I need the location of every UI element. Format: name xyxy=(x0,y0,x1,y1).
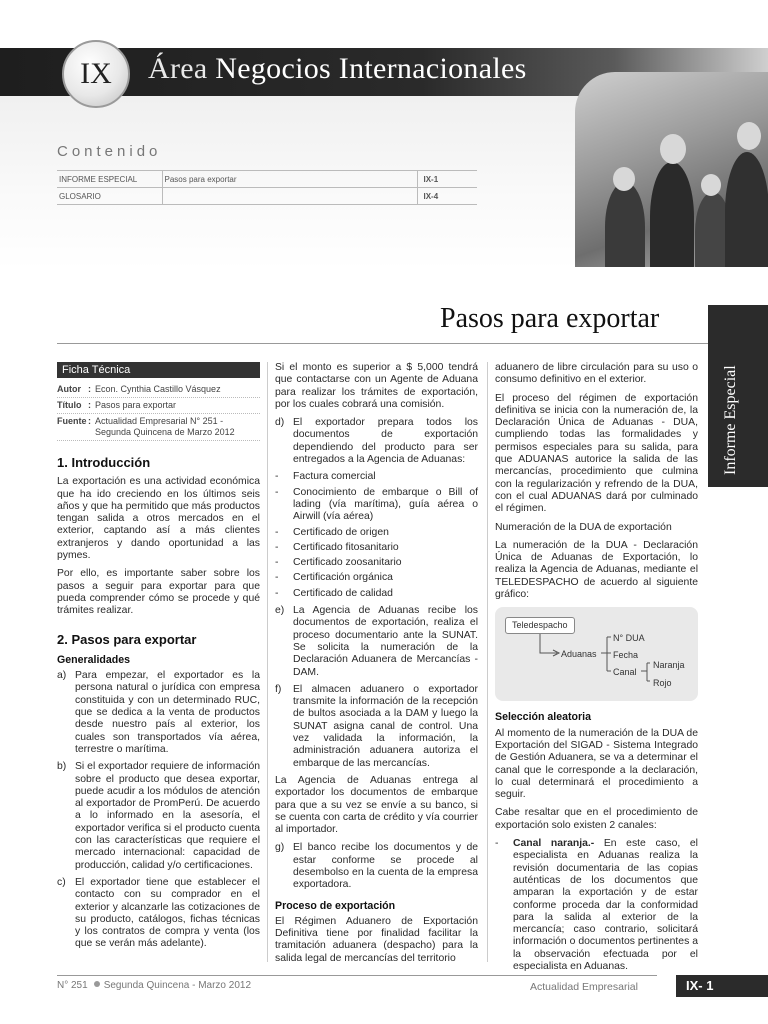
paragraph: Si el monto es superior a $ 5,000 tendrá que contactarse con un Agente de Aduana para realizar los trámites de exportación, por los cuales cobrará una comisión. xyxy=(275,362,478,410)
heading-introduccion: 1. Introducción xyxy=(57,455,151,470)
diagram-label-ndua: N° DUA xyxy=(613,633,645,644)
photo-head xyxy=(737,122,761,150)
photo-head xyxy=(660,134,686,164)
doc-list-item: - Factura comercial xyxy=(275,471,376,483)
diagram-label-aduanas: Aduanas xyxy=(561,649,597,660)
diagram-label-naranja: Naranja xyxy=(653,660,685,671)
column-2 xyxy=(275,362,478,971)
doc-list-item: - Conocimiento de embarque o Bill of lading (vía marítima), guía aérea o Airwill (vía aérea) xyxy=(275,486,478,523)
ficha-value: Actualidad Empresarial N° 251 - Segunda Quincena de Marzo 2012 xyxy=(95,416,235,437)
column-3 xyxy=(495,362,698,978)
contents-row[interactable] xyxy=(57,188,477,205)
doc-list-item: - Certificado de calidad xyxy=(275,587,393,599)
contents-entry-title: Pasos para exportar xyxy=(162,171,417,188)
list-item: a) Para empezar, el exportador es la persona natural o jurídica con empresa constituida y con un determinado RUC, que se dedica a la venta de productos desde nuestro país al exterior, los cuales son transportados vía aérea, terrestre o marítima. xyxy=(57,670,260,755)
heading-pasos: 2. Pasos para exportar xyxy=(57,631,197,647)
column-divider xyxy=(267,362,268,962)
footer-issue xyxy=(57,980,251,991)
list-item: - Canal naranja.- En este caso, el especialista en Aduanas realiza la revisión documentaria de las copias auténticas de los documentos que amparan la exportación y de estar conforme proceda dar la conformidad para la salida al exterior de la mercancía; caso contrario, solicitará información o documentos pertinentes a la observación efectuada por el especialista en Aduanas. xyxy=(495,838,698,972)
list-item: b) Si el exportador requiere de información sobre el producto que desea exportar, puede acudir a los módulos de atención al exportador de PromPerú. De acuerdo a lo informado en la asesoría, el exportador verifica si el producto cuenta con las características que requiere el mercado internacional: capacidad de producción, calidad y/o certificaciones. xyxy=(57,761,260,871)
photo-head xyxy=(701,174,721,196)
footer-dot-icon xyxy=(94,981,100,987)
diagram-label-fecha: Fecha xyxy=(613,650,639,661)
ficha-row xyxy=(57,382,260,398)
contents-section: GLOSARIO xyxy=(57,188,162,205)
paragraph: Numeración de la DUA de exportación xyxy=(495,521,672,533)
footer-quincena: Segunda Quincena xyxy=(103,980,190,991)
chapter-badge: IX xyxy=(62,40,130,108)
ficha-key: Autor : xyxy=(57,384,91,394)
ficha-key: Título : xyxy=(57,400,91,410)
doc-list-item: - Certificación orgánica xyxy=(275,572,393,584)
ficha-value: Pasos para exportar xyxy=(95,400,177,410)
side-tab xyxy=(708,305,768,487)
diagram-box-teledespacho: Teledespacho xyxy=(505,617,575,633)
ficha-value: Econ. Cynthia Castillo Vásquez xyxy=(95,384,221,394)
section-title xyxy=(148,52,527,86)
photo-person xyxy=(605,182,645,267)
footer-publication: Actualidad Empresarial xyxy=(530,981,638,993)
photo-person xyxy=(650,162,694,267)
paragraph: La numeración de la DUA - Declaración Única de Aduanas de Exportación, lo realiza la Agencia de Aduanas, mediante el TELEDESPACHO de acuerdo al siguiente gráfico: xyxy=(495,539,698,601)
canal-naranja-text: En este caso, el especialista en Aduanas realiza la revisión documentaria de las copias auténticas de los documentos que amparan la exportación y de estar conforme proceda dar la conformidad para la salida al exterior de la mercancía; caso contrario, solicitará información o documentos pertinentes a la observación efectuada por el especialista en Aduanas. xyxy=(513,838,698,972)
contents-page: IX-1 xyxy=(417,171,477,188)
contents-table xyxy=(57,170,477,205)
contents-label: Contenido xyxy=(57,143,162,160)
doc-list-item: - Certificado fitosanitario xyxy=(275,541,399,553)
footer-issue-number: N° 251 xyxy=(57,980,88,991)
article-title: Pasos para exportar xyxy=(440,303,660,334)
paragraph: aduanero de libre circulación para su uso o consumo definitivo en el exterior. xyxy=(495,362,698,386)
list-item: c) El exportador tiene que establecer el contacto con su comprador en el exterior y alcanzarle las cotizaciones de su producto, catálogos, fichas técnicas y los contratos de compra y venta (los que se verán más adelante). xyxy=(57,876,260,950)
doc-list-item: - Certificado zoosanitario xyxy=(275,557,402,569)
list-item: d) El exportador prepara todos los documentos de exportación dependiendo del producto para ser entregados a la Agencia de Aduanas: xyxy=(275,417,478,466)
paragraph: Cabe resaltar que en el procedimiento de exportación solo existen 2 canales: xyxy=(495,807,698,831)
list-item: g) El banco recibe los documentos y de estar conforme se procede al desembolso en la cuenta de la empresa exportadora. xyxy=(275,842,478,891)
column-1 xyxy=(57,362,260,956)
paragraph: El Régimen Aduanero de Exportación Definitiva tiene por finalidad facilitar la tramitación aduanera (despacho) para la salida legal de mercancías del territorio xyxy=(275,915,478,964)
paragraph: Al momento de la numeración de la DUA de Exportación del SIGAD - Sistema Integrado de Gestión Aduanera, se va a determinar el canal que le corresponde a la declaración, lo cual determinará el procedimiento a seguir. xyxy=(495,727,698,801)
paragraph: La Agencia de Aduanas entrega al exportador los documentos de embarque para que a su vez se envíe a su banco, si se cuenta con carta de crédito y vía courrier al importador. xyxy=(275,774,478,836)
column-divider xyxy=(487,362,488,962)
ficha-heading: Ficha Técnica xyxy=(57,362,260,378)
list-item: f) El almacen aduanero o exportador transmite la información de la recepción de bultos asociada a la DAM y luego la SUNAT asigna canal de control. Una vez validada la información, la administración aduanera autoriza el embarque de las mercancías. xyxy=(275,683,478,769)
side-tab-label: Informe Especial xyxy=(722,365,739,475)
ficha-row xyxy=(57,398,260,414)
diagram-label-rojo: Rojo xyxy=(653,678,672,689)
photo-person xyxy=(725,152,768,267)
contents-entry-title xyxy=(162,188,417,205)
footer-page-number: IX- 1 xyxy=(676,975,768,997)
list-item: e) La Agencia de Aduanas recibe los documentos de exportación, realiza el proceso documentario ante la SUNAT. Se solicita la numeración de la Declaración Aduanera de Mercancías - DAM. xyxy=(275,605,478,678)
paragraph: El proceso del régimen de exportación definitiva se inicia con la numeración de, la Declaración Única de Aduanas - DUA, cumpliendo todas las formalidades y permisos especiales para su salida, para que ADUANAS autorice la salida de las mercancías, procedimiento que culmina con la regularización y refrendo de la DUA, con el cual ADUANAS dará por culminado el régimen. xyxy=(495,392,698,515)
footer-divider xyxy=(57,975,657,976)
diagram-label-canal: Canal xyxy=(613,667,637,678)
title-divider xyxy=(57,343,708,344)
section-title-rest: Negocios Internacionales xyxy=(207,52,527,85)
subheading-generalidades: Generalidades xyxy=(57,653,131,666)
contents-section: INFORME ESPECIAL xyxy=(57,171,162,188)
doc-list-item: - Certificado de origen xyxy=(275,526,389,538)
section-title-first: Área xyxy=(148,52,208,85)
photo-head xyxy=(613,167,635,191)
teledespacho-diagram xyxy=(495,607,698,701)
paragraph: Por ello, es importante saber sobre los pasos a seguir para exportar para que pueda comprender cómo se procede y qué trámites realizar. xyxy=(57,568,260,617)
ficha-row xyxy=(57,414,260,441)
subheading-seleccion: Selección aleatoria xyxy=(495,711,591,724)
header-photo xyxy=(575,72,768,267)
contents-page: IX-4 xyxy=(417,188,477,205)
contents-row[interactable] xyxy=(57,171,477,188)
subheading-proceso: Proceso de exportación xyxy=(275,899,396,912)
canal-naranja-label: Canal naranja.- xyxy=(513,838,595,850)
paragraph: La exportación es una actividad económica que ha ido creciendo en los últimos seis años y que ha permitido que más productos tengan salida a otros mercados en el exterior, captando así a más clientes extranjeros y dando oportunidad a las pymes. xyxy=(57,476,260,562)
footer-month: - Marzo 2012 xyxy=(192,980,252,991)
ficha-key: Fuente : xyxy=(57,416,91,426)
